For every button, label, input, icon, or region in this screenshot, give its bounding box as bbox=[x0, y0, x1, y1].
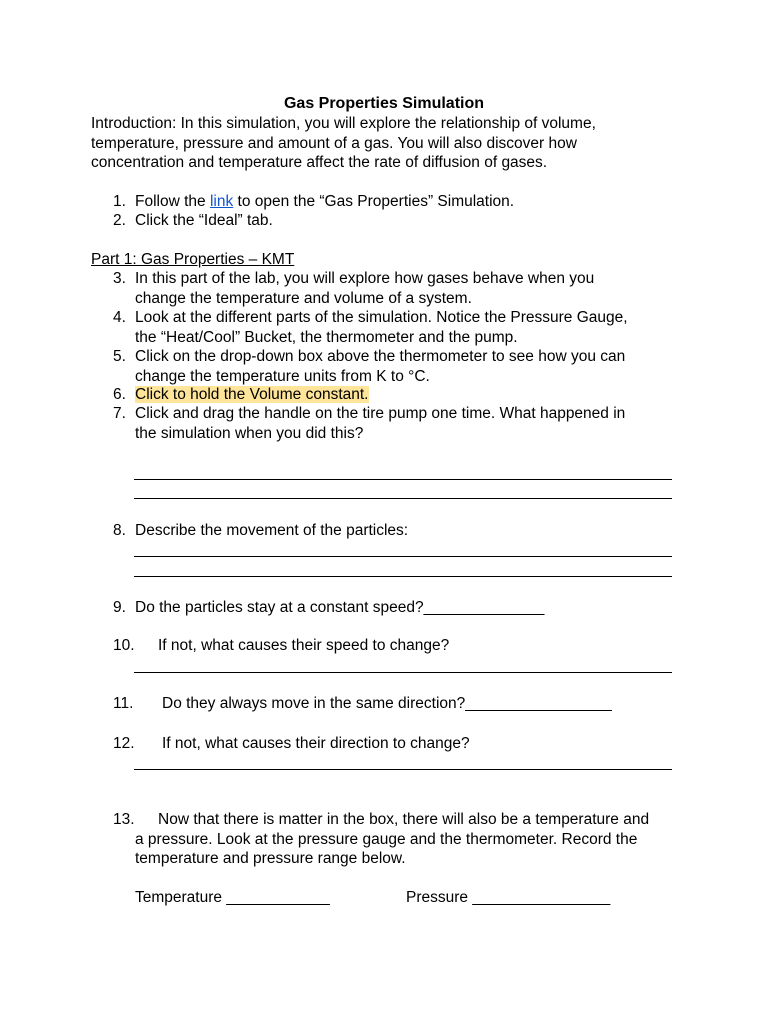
answer-line bbox=[134, 576, 672, 577]
list-item-text: If not, what causes their speed to change? bbox=[158, 637, 450, 654]
pressure-field[interactable]: Pressure ________________ bbox=[406, 889, 611, 906]
list-number: 13. bbox=[113, 811, 135, 828]
list-number: 6. bbox=[113, 386, 126, 403]
highlighted-instruction: Click to hold the Volume constant. bbox=[135, 386, 369, 403]
answer-line bbox=[134, 479, 672, 480]
list-number: 2. bbox=[113, 212, 126, 229]
text-after-link: to open the “Gas Properties” Simulation. bbox=[233, 193, 515, 210]
answer-line bbox=[134, 498, 672, 499]
part1-heading: Part 1: Gas Properties – KMT bbox=[91, 251, 295, 268]
introduction-paragraph: Introduction: In this simulation, you will explore the relationship of volume, temperature, pressure and amount of a gas. You will also discover how concentration and temperature affect the rate of diffusion of gases. bbox=[91, 115, 596, 171]
answer-line bbox=[134, 769, 672, 770]
answer-line bbox=[134, 672, 672, 673]
list-number: 7. bbox=[113, 405, 126, 422]
list-item-text: Do they always move in the same direction?_________________ bbox=[162, 695, 612, 712]
text-before-link: Follow the bbox=[135, 193, 210, 210]
list-item-text: Click the “Ideal” tab. bbox=[135, 212, 273, 229]
list-item-text: Do the particles stay at a constant speed?______________ bbox=[135, 599, 545, 616]
list-item-text: Describe the movement of the particles: bbox=[135, 522, 409, 539]
answer-line bbox=[134, 556, 672, 557]
list-item-text bbox=[135, 385, 675, 405]
list-item-text: Look at the different parts of the simulation. Notice the Pressure Gauge, the “Heat/Cool” Bucket, the thermometer and the pump. bbox=[135, 309, 628, 346]
list-number: 11. bbox=[113, 695, 134, 712]
list-number: 4. bbox=[113, 309, 126, 326]
list-item-text: If not, what causes their direction to change? bbox=[162, 735, 470, 752]
list-number: 5. bbox=[113, 348, 126, 365]
list-number: 10. bbox=[113, 637, 135, 654]
list-item-text: Now that there is matter in the box, there will also be a temperature and a pressure. Look at the pressure gauge and the thermometer. Record the temperature and pressure range below. bbox=[135, 811, 650, 867]
list-item-text: Click on the drop-down box above the thermometer to see how you can change the temperature units from K to °C. bbox=[135, 348, 626, 385]
simulation-link[interactable]: link bbox=[209, 193, 234, 210]
list-number: 1. bbox=[113, 193, 126, 210]
list-number: 12. bbox=[113, 735, 135, 752]
page-title: Gas Properties Simulation bbox=[283, 95, 485, 112]
temperature-field[interactable]: Temperature ____________ bbox=[135, 889, 330, 906]
list-number: 3. bbox=[113, 270, 126, 287]
list-number: 8. bbox=[113, 522, 126, 539]
list-item-text bbox=[135, 192, 675, 212]
list-item-text: Click and drag the handle on the tire pump one time. What happened in the simulation when you did this? bbox=[135, 405, 626, 442]
list-item-text: In this part of the lab, you will explore how gases behave when you change the temperature and volume of a system. bbox=[135, 270, 595, 307]
list-number: 9. bbox=[113, 599, 126, 616]
